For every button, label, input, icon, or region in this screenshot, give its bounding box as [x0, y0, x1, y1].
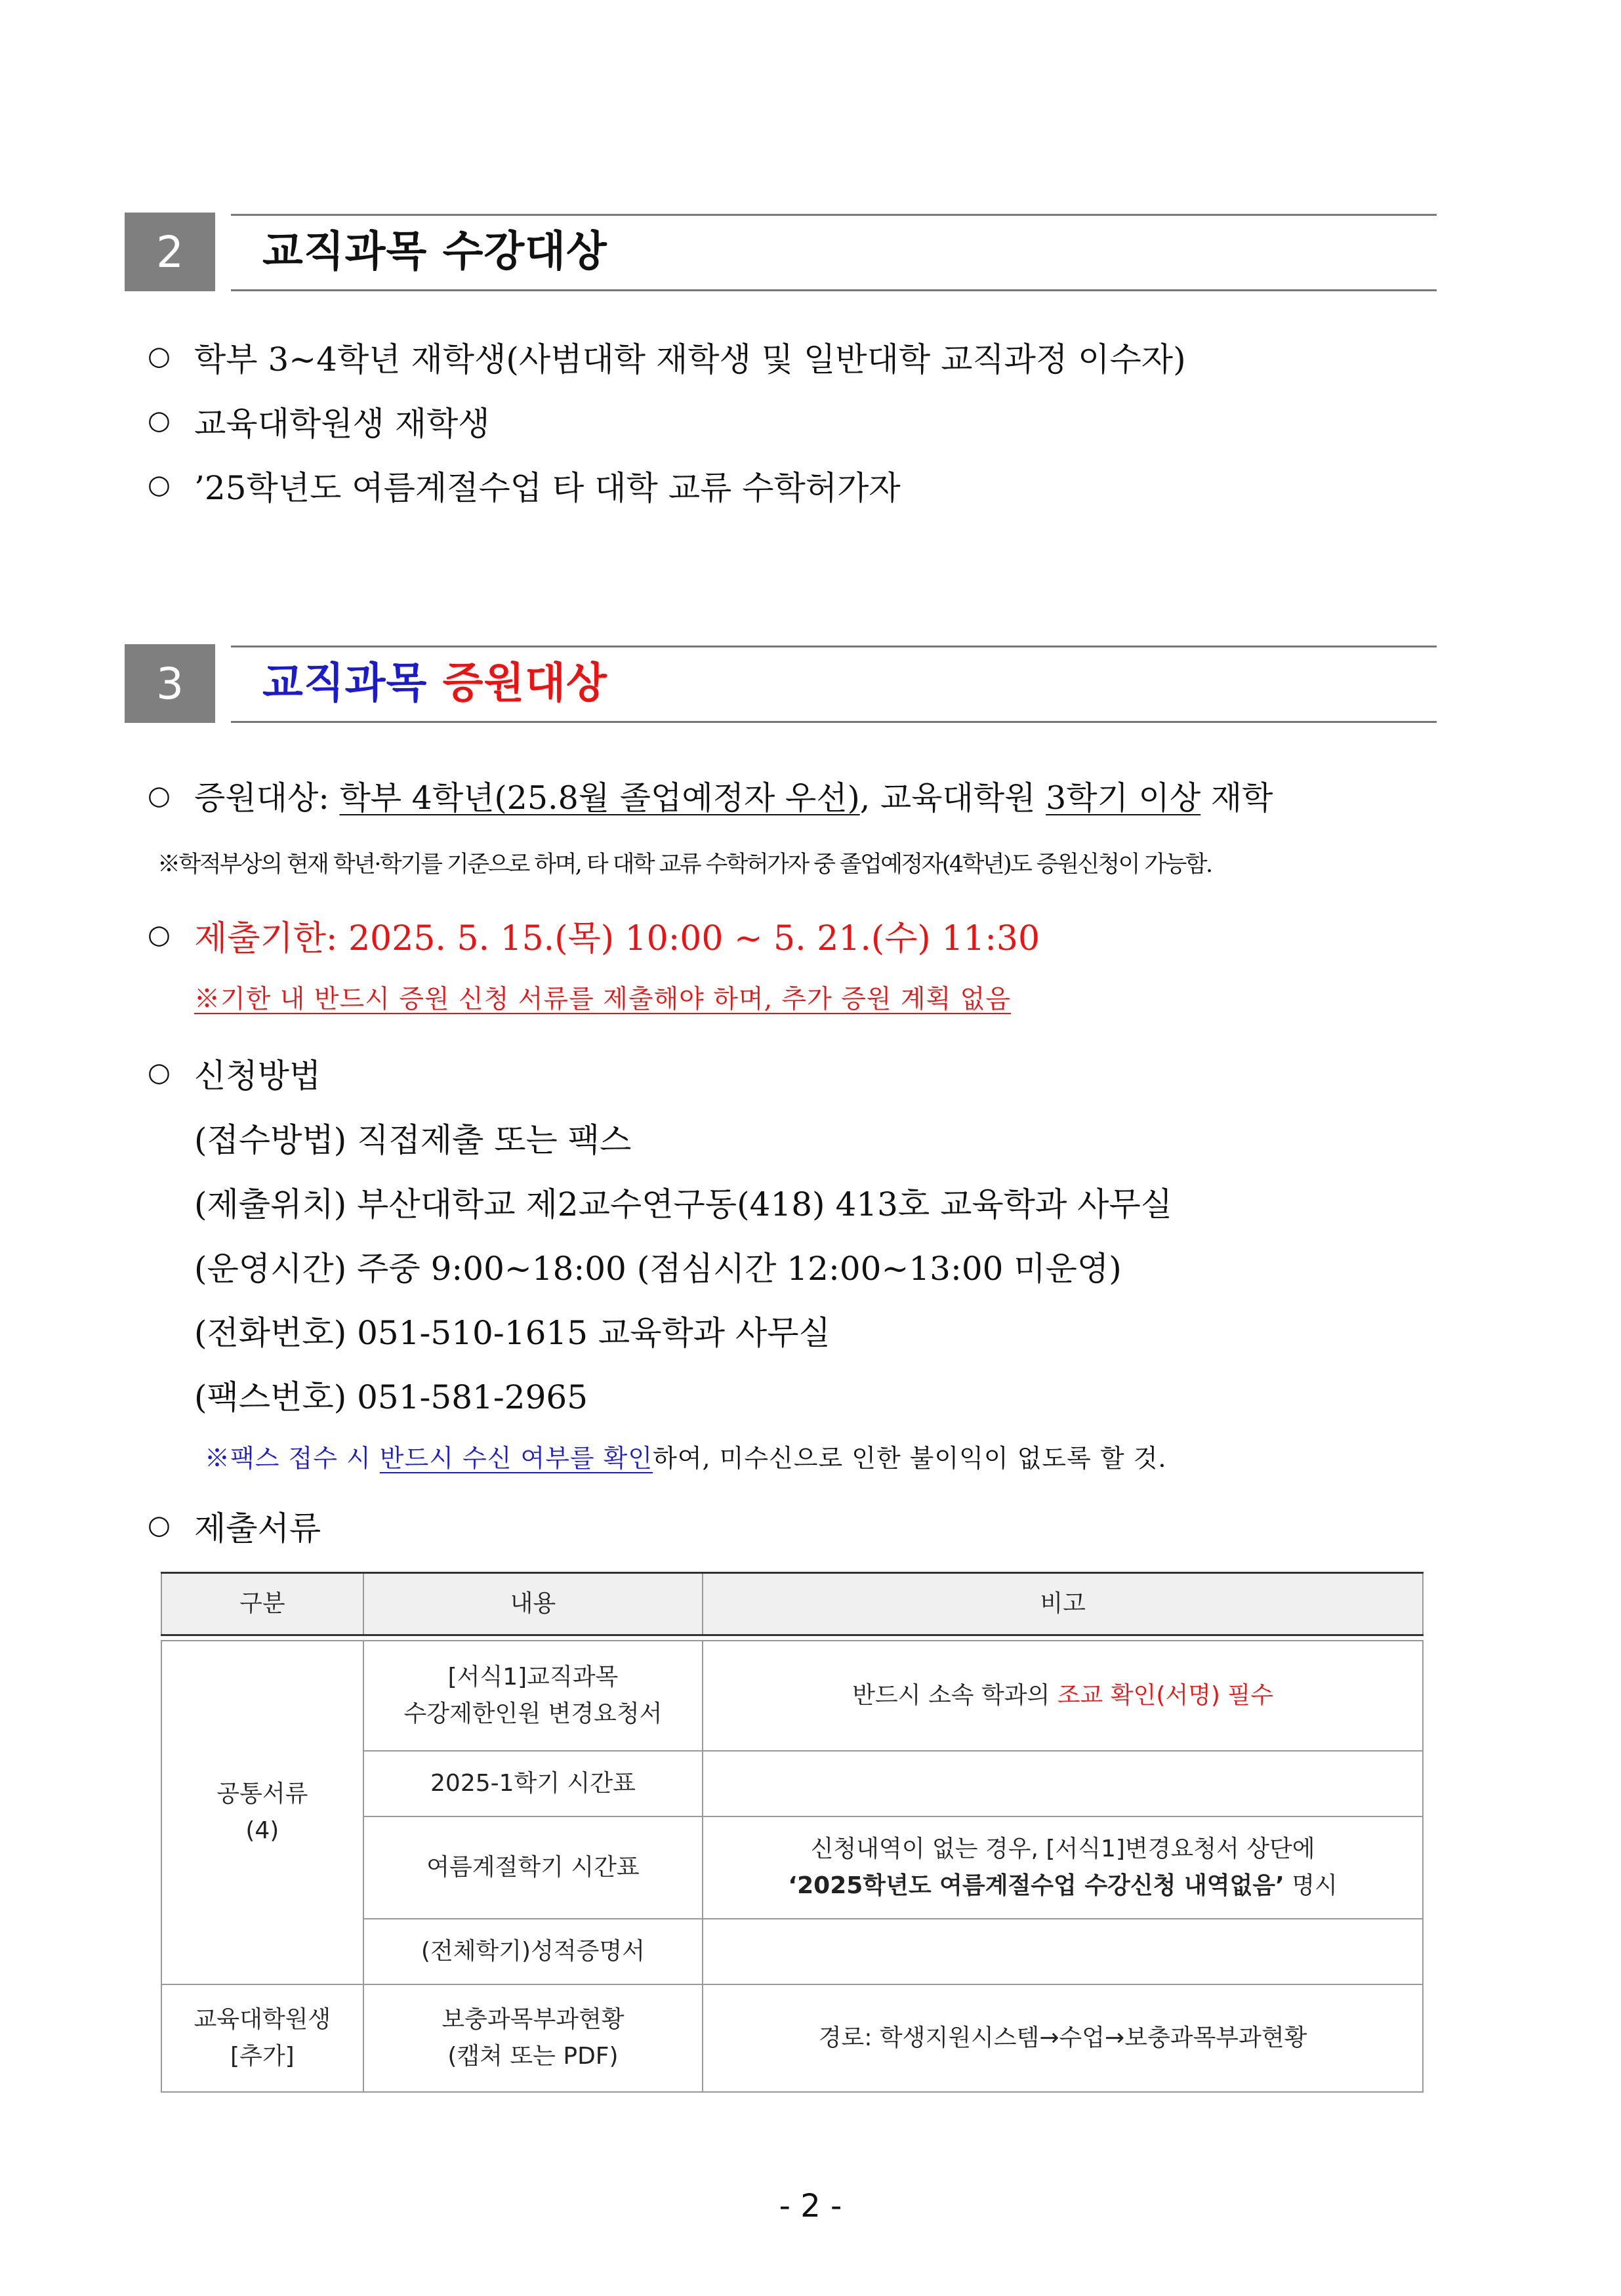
- target-grad-prefix: , 교육대학원: [859, 779, 1036, 817]
- bullet-icon: ○: [148, 920, 171, 950]
- method-title: 신청방법: [194, 1057, 321, 1095]
- summer-note-bold: ‘2025학년도 여름계절수업 수강신청 내역없음’: [788, 1872, 1284, 1899]
- method-line-3: (운영시간) 주중 9:00~18:00 (점심시간 12:00~13:00 미운영): [194, 1250, 1122, 1288]
- table-row: [161, 1984, 1423, 2092]
- deadline-note: ※기한 내 반드시 증원 신청 서류를 제출해야 하며, 추가 증원 계획 없음: [194, 985, 1011, 1014]
- cell-note: [703, 1641, 1423, 1751]
- section-3-title: [262, 644, 607, 723]
- fax-note-prefix: ※팩스 접수 시: [205, 1444, 380, 1473]
- method-line-2: (제출위치) 부산대학교 제2교수연구동(418) 413호 교육학과 사무실: [194, 1185, 1173, 1223]
- header-note: 비고: [703, 1573, 1423, 1635]
- bullet-icon: ○: [148, 781, 171, 811]
- method-line-4: (전화번호) 051-510-1615 교육학과 사무실: [194, 1314, 831, 1352]
- common-docs-group: [161, 1641, 363, 1984]
- bullet-icon: ○: [148, 1510, 171, 1540]
- form1-line-1: [서식1]교직과목: [447, 1664, 619, 1691]
- cell-content: [363, 1641, 703, 1751]
- table-gap: [161, 1635, 1423, 1641]
- cell-note: [703, 1816, 1423, 1919]
- fax-note-emphasis: 반드시 수신 여부를 확인: [379, 1444, 653, 1473]
- bullet-icon: ○: [148, 341, 171, 371]
- cell-content: (전체학기)성적증명서: [363, 1919, 703, 1984]
- page-number: - 2 -: [779, 2188, 842, 2224]
- common-docs-label: 공통서류: [216, 1780, 308, 1808]
- fax-note-suffix: 하여, 미수신으로 인한 불이익이 없도록 할 것.: [653, 1444, 1167, 1473]
- cell-note: 경로: 학생지원시스템→수업→보충과목부과현황: [703, 1984, 1423, 2092]
- docs-title: 제출서류: [194, 1509, 321, 1548]
- form1-line-2: 수강제한인원 변경요청서: [403, 1700, 663, 1727]
- section-2-bullet-1: 학부 3~4학년 재학생(사범대학 재학생 및 일반대학 교직과정 이수자): [194, 340, 1186, 379]
- form1-note-prefix: 반드시 소속 학과의: [852, 1682, 1057, 1710]
- target-undergrad: 학부 4학년(25.8월 졸업예정자 우선): [339, 779, 860, 817]
- cell-content: 여름계절학기 시간표: [363, 1816, 703, 1919]
- section-3-title-blue: 교직과목: [262, 659, 428, 708]
- section-3-header: [125, 644, 1437, 723]
- section-3-title-red: 증원대상: [442, 659, 607, 708]
- grad-docs-label: 교육대학원생: [194, 2006, 331, 2034]
- bullet-icon: ○: [148, 470, 171, 500]
- cell-content: [363, 1984, 703, 2092]
- deadline-line: 제출기한: 2025. 5. 15.(목) 10:00 ~ 5. 21.(수) 11:30: [194, 919, 1040, 958]
- header-content: 내용: [363, 1573, 703, 1635]
- target-note: ※학적부상의 현재 학년·학기를 기준으로 하며, 타 대학 교류 수학허가자 중 졸업예정자(4학년)도 증원신청이 가능함.: [157, 851, 1212, 878]
- section-2-title: 교직과목 수강대상: [262, 228, 607, 276]
- common-docs-count: (4): [245, 1817, 279, 1844]
- grad-content-line-2: (캡쳐 또는 PDF): [447, 2043, 619, 2070]
- table-row: [161, 1641, 1423, 1751]
- target-line: [194, 773, 1273, 819]
- section-3-bottom-rule: [231, 721, 1437, 723]
- section-3-number: 3: [125, 644, 215, 723]
- cell-note: [703, 1751, 1423, 1816]
- section-2-bullet-3: ’25학년도 여름계절수업 타 대학 교류 수학허가자: [194, 469, 901, 507]
- cell-note: [703, 1919, 1423, 1984]
- header-category: 구분: [161, 1573, 363, 1635]
- bullet-icon: ○: [148, 1057, 171, 1088]
- table-header-row: [161, 1573, 1423, 1635]
- target-suffix: 재학: [1210, 779, 1273, 817]
- section-2-bullet-2: 교육대학원생 재학생: [194, 405, 490, 443]
- fax-note: [205, 1438, 1167, 1474]
- summer-note-line-1: 신청내역이 없는 경우, [서식1]변경요청서 상단에: [810, 1835, 1315, 1863]
- cell-content: 2025-1학기 시간표: [363, 1751, 703, 1816]
- method-line-1: (접수방법) 직접제출 또는 팩스: [194, 1121, 632, 1159]
- section-2-number: 2: [125, 213, 215, 291]
- bullet-icon: ○: [148, 405, 171, 436]
- grad-content-line-1: 보충과목부과현황: [441, 2006, 625, 2034]
- form1-note-required: 조교 확인(서명) 필수: [1057, 1682, 1273, 1710]
- grad-docs-tag: [추가]: [230, 2043, 295, 2070]
- documents-table: [161, 1572, 1424, 2093]
- summer-note-suffix: 명시: [1284, 1872, 1338, 1899]
- section-2-header: [125, 213, 1437, 291]
- section-2-bottom-rule: [231, 289, 1437, 291]
- target-label: 증원대상:: [194, 779, 329, 817]
- grad-docs-group: [161, 1984, 363, 2092]
- summer-note-line-2: [710, 1868, 1416, 1904]
- method-line-5: (팩스번호) 051-581-2965: [194, 1378, 588, 1416]
- target-semester: 3학기 이상: [1046, 779, 1201, 817]
